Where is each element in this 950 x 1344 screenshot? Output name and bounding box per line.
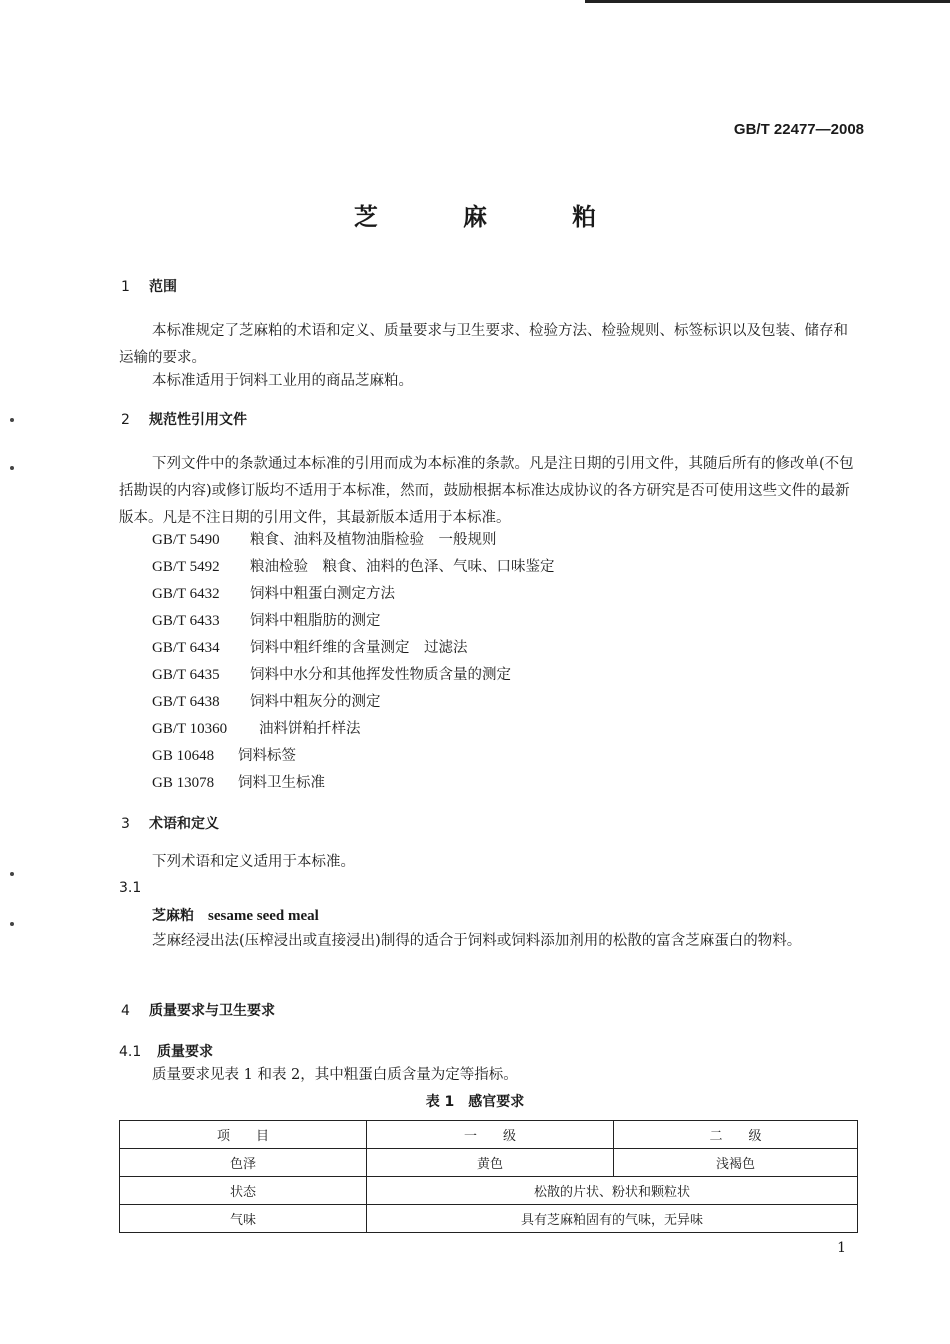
reference-title: 饲料中粗灰分的测定	[250, 694, 381, 710]
table-row	[120, 1149, 858, 1177]
section-4-heading	[121, 1000, 275, 1020]
section-1-heading	[121, 276, 177, 296]
top-border-rule	[585, 0, 950, 3]
reference-title: 饲料中粗纤维的含量测定 过滤法	[250, 640, 468, 656]
reference-code: GB/T 5490	[152, 532, 220, 548]
reference-item	[152, 635, 468, 662]
section-title: 规范性引用文件	[149, 412, 247, 428]
reference-title: 油料饼粕扦样法	[259, 721, 361, 737]
subsection-title: 质量要求	[157, 1044, 213, 1060]
reference-title: 饲料中水分和其他挥发性物质含量的测定	[250, 667, 511, 683]
reference-title: 饲料标签	[238, 748, 296, 764]
table-row	[120, 1205, 858, 1233]
subsection-4-1-heading	[119, 1041, 213, 1061]
section-2-heading	[121, 409, 247, 429]
reference-code: GB 10648	[152, 748, 215, 764]
header-item: 项 目	[120, 1121, 367, 1149]
section-title: 范围	[149, 279, 177, 295]
section-title: 质量要求与卫生要求	[149, 1003, 275, 1019]
reference-code: GB/T 6434	[152, 640, 220, 656]
reference-item	[152, 743, 296, 770]
section-3-heading	[121, 813, 219, 833]
header-grade-2: 二 级	[614, 1121, 858, 1149]
reference-item	[152, 608, 381, 635]
cell-merged: 具有芝麻粕固有的气味，无异味	[367, 1205, 858, 1233]
section-number: 1	[121, 279, 130, 295]
section-number: 2	[121, 412, 130, 428]
term-definition: 芝麻经浸出法(压榨浸出或直接浸出)制得的适合于饲料或饲料添加剂用的松散的富含芝麻蛋白的物料。	[152, 933, 802, 949]
quality-requirement-text: 质量要求见表 1 和表 2，其中粗蛋白质含量为定等指标。	[152, 1067, 518, 1083]
reference-item	[152, 770, 325, 797]
cell-grade-2: 浅褐色	[614, 1149, 858, 1177]
reference-item	[152, 716, 361, 743]
scope-paragraph: 本标准规定了芝麻粕的术语和定义、质量要求与卫生要求、检验方法、检验规则、标签标识以及包装、储存和运输的要求。	[119, 323, 848, 366]
standard-number: GB/T 22477—2008	[733, 121, 864, 138]
reference-code: GB/T 6433	[152, 613, 220, 629]
reference-code: GB/T 6435	[152, 667, 220, 683]
row-item: 气味	[120, 1205, 367, 1233]
reference-title: 饲料中粗脂肪的测定	[250, 613, 381, 629]
reference-title: 饲料中粗蛋白测定方法	[250, 586, 395, 602]
subsection-number: 4.1	[119, 1044, 142, 1060]
reference-code: GB/T 10360	[152, 721, 228, 737]
reference-code: GB/T 6432	[152, 586, 220, 602]
reference-code: GB/T 5492	[152, 559, 220, 575]
reference-item	[152, 554, 555, 581]
scan-mark	[10, 922, 14, 926]
cell-grade-1: 黄色	[367, 1149, 614, 1177]
references-intro: 下列文件中的条款通过本标准的引用而成为本标准的条款。凡是注日期的引用文件，其随后所有的修改单(不包括勘误的内容)或修订版均不适用于本标准，然而，鼓励根据本标准达成协议的各方研究是否可使用这些文件的最新版本。凡是不注日期的引用文件，其最新版本适用于本标准。	[119, 456, 854, 526]
reference-title: 饲料卫生标准	[238, 775, 325, 791]
term-chinese: 芝麻粕	[152, 908, 194, 924]
reference-title: 粮食、油料及植物油脂检验 一般规则	[250, 532, 497, 548]
scan-mark	[10, 418, 14, 422]
table-header-row	[120, 1121, 858, 1149]
header-grade-1: 一 级	[367, 1121, 614, 1149]
term-english: sesame seed meal	[208, 908, 319, 924]
cell-merged: 松散的片状、粉状和颗粒状	[367, 1177, 858, 1205]
scan-mark	[10, 872, 14, 876]
term-entry	[152, 905, 319, 925]
page-number: 1	[837, 1240, 846, 1256]
section-number: 3	[121, 816, 130, 832]
table-row	[120, 1177, 858, 1205]
sensory-requirements-table	[119, 1120, 858, 1233]
scan-mark	[10, 466, 14, 470]
subsection-number: 3.1	[119, 880, 142, 896]
reference-item	[152, 527, 497, 554]
scope-applicability: 本标准适用于饲料工业用的商品芝麻粕。	[152, 373, 413, 389]
section-number: 4	[121, 1003, 130, 1019]
reference-title: 粮油检验 粮食、油料的色泽、气味、口味鉴定	[250, 559, 555, 575]
section-title: 术语和定义	[149, 816, 219, 832]
reference-code: GB/T 6438	[152, 694, 220, 710]
row-item: 色泽	[120, 1149, 367, 1177]
reference-item	[152, 581, 395, 608]
reference-code: GB 13078	[152, 775, 215, 791]
document-title: 芝 麻 粕	[353, 203, 635, 231]
terms-intro: 下列术语和定义适用于本标准。	[152, 854, 355, 870]
table-caption: 表 1 感官要求	[425, 1094, 525, 1110]
reference-item	[152, 689, 381, 716]
row-item: 状态	[120, 1177, 367, 1205]
reference-item	[152, 662, 511, 689]
